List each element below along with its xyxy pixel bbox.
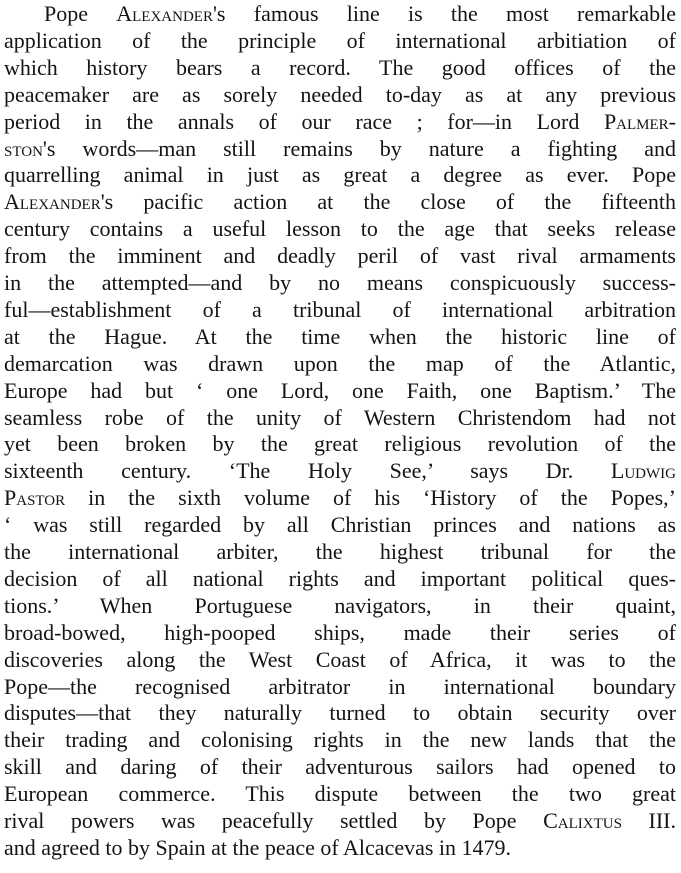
text-segment: period in the annals of our race ; for—in Lord — [4, 108, 604, 134]
text-segment: yet been broken by the great religious revolution of the — [4, 431, 676, 457]
text-segment: 's famous line is the most remarkable — [212, 1, 676, 26]
small-caps-name: Pastor — [4, 485, 66, 511]
text-segment: tions.’ When Portuguese navigators, in their quaint, — [4, 592, 676, 618]
text-line — [4, 83, 676, 107]
text-line — [4, 298, 676, 322]
text-line — [4, 379, 676, 403]
small-caps-name: ston — [4, 135, 43, 161]
text-line — [4, 728, 676, 752]
text-segment: at the Hague. At the time when the historic line of — [4, 323, 676, 349]
text-line — [4, 675, 676, 699]
text-segment: the international arbiter, the highest tribunal for the — [4, 539, 676, 564]
text-line — [4, 809, 676, 833]
text-segment: century contains a useful lesson to the age that seeks release — [4, 216, 676, 242]
text-segment: disputes—that they naturally turned to obtain security over — [4, 700, 676, 726]
text-segment: Europe had but ‘ one Lord, one Faith, one Baptism.’ The — [4, 377, 676, 403]
text-segment: peacemaker are as sorely needed to-day as at any previous — [4, 81, 676, 107]
text-segment: discoveries along the West Coast of Africa, it was to the — [4, 646, 676, 672]
text-line — [4, 325, 676, 349]
text-line — [44, 2, 676, 26]
small-caps-name: Calixtus — [543, 808, 622, 833]
text-line — [4, 567, 676, 591]
text-line — [4, 459, 676, 483]
text-segment: quarrelling animal in just as great a degree as ever. Pope — [4, 162, 676, 188]
text-line — [4, 352, 676, 376]
text-segment: demarcation was drawn upon the map of the Atlantic, — [4, 350, 676, 376]
text-line — [4, 271, 676, 295]
text-line — [4, 432, 676, 456]
text-segment: skill and daring of their adventurous sailors had opened to — [4, 754, 676, 780]
text-segment: decision of all national rights and important political ques- — [4, 565, 676, 591]
text-segment: and agreed to by Spain at the peace of Alcacevas in 1479. — [4, 834, 512, 860]
text-line — [4, 701, 676, 725]
text-line — [4, 755, 676, 779]
small-caps-name: Alexander — [4, 189, 101, 215]
text-line — [4, 540, 676, 564]
text-line — [4, 594, 676, 618]
text-line — [4, 190, 676, 214]
text-line — [4, 406, 676, 430]
text-segment: sixteenth century. ‘The Holy See,’ says Dr. — [4, 458, 611, 484]
text-segment: in the sixth volume of his ‘History of the Popes,’ — [65, 485, 676, 511]
small-caps-name: Palmer- — [603, 108, 676, 134]
text-segment: III. — [621, 808, 677, 833]
text-line — [4, 163, 676, 187]
text-segment: Pope — [44, 1, 117, 26]
small-caps-name: Alexander — [116, 1, 213, 26]
text-segment: their trading and colonising rights in the new lands that the — [4, 727, 676, 753]
text-line — [4, 648, 676, 672]
text-line — [4, 29, 676, 53]
text-line — [4, 486, 676, 510]
text-line — [4, 110, 676, 134]
text-segment: 's words—man still remains by nature a fighting and — [42, 135, 676, 161]
text-segment: in the attempted—and by no means conspicuously success- — [4, 270, 676, 295]
text-segment: Pope—the recognised arbitrator in international boundary — [4, 673, 676, 699]
text-line — [4, 217, 676, 241]
text-segment: ful—establishment of a tribunal of international arbitration — [4, 296, 676, 322]
text-segment: application of the principle of international arbitiation of — [4, 27, 676, 53]
text-segment: rival powers was peacefully settled by Pope — [4, 808, 544, 833]
text-line — [4, 621, 676, 645]
text-line — [4, 782, 676, 806]
text-segment: broad-bowed, high-pooped ships, made their series of — [4, 619, 676, 645]
text-segment: 's pacific action at the close of the fifteenth — [100, 189, 676, 215]
small-caps-name: Ludwig — [610, 458, 676, 484]
text-segment: seamless robe of the unity of Western Christendom had not — [4, 404, 676, 430]
text-segment: from the imminent and deadly peril of vast rival armaments — [4, 243, 676, 269]
text-segment: which history bears a record. The good offices of the — [4, 54, 676, 80]
text-line — [4, 836, 676, 860]
text-segment: European commerce. This dispute between the two great — [4, 781, 676, 807]
text-line — [4, 137, 676, 161]
text-line — [4, 56, 676, 80]
text-line — [4, 244, 676, 268]
text-segment: ‘ was still regarded by all Christian princes and nations as — [4, 512, 676, 538]
text-line — [4, 513, 676, 537]
